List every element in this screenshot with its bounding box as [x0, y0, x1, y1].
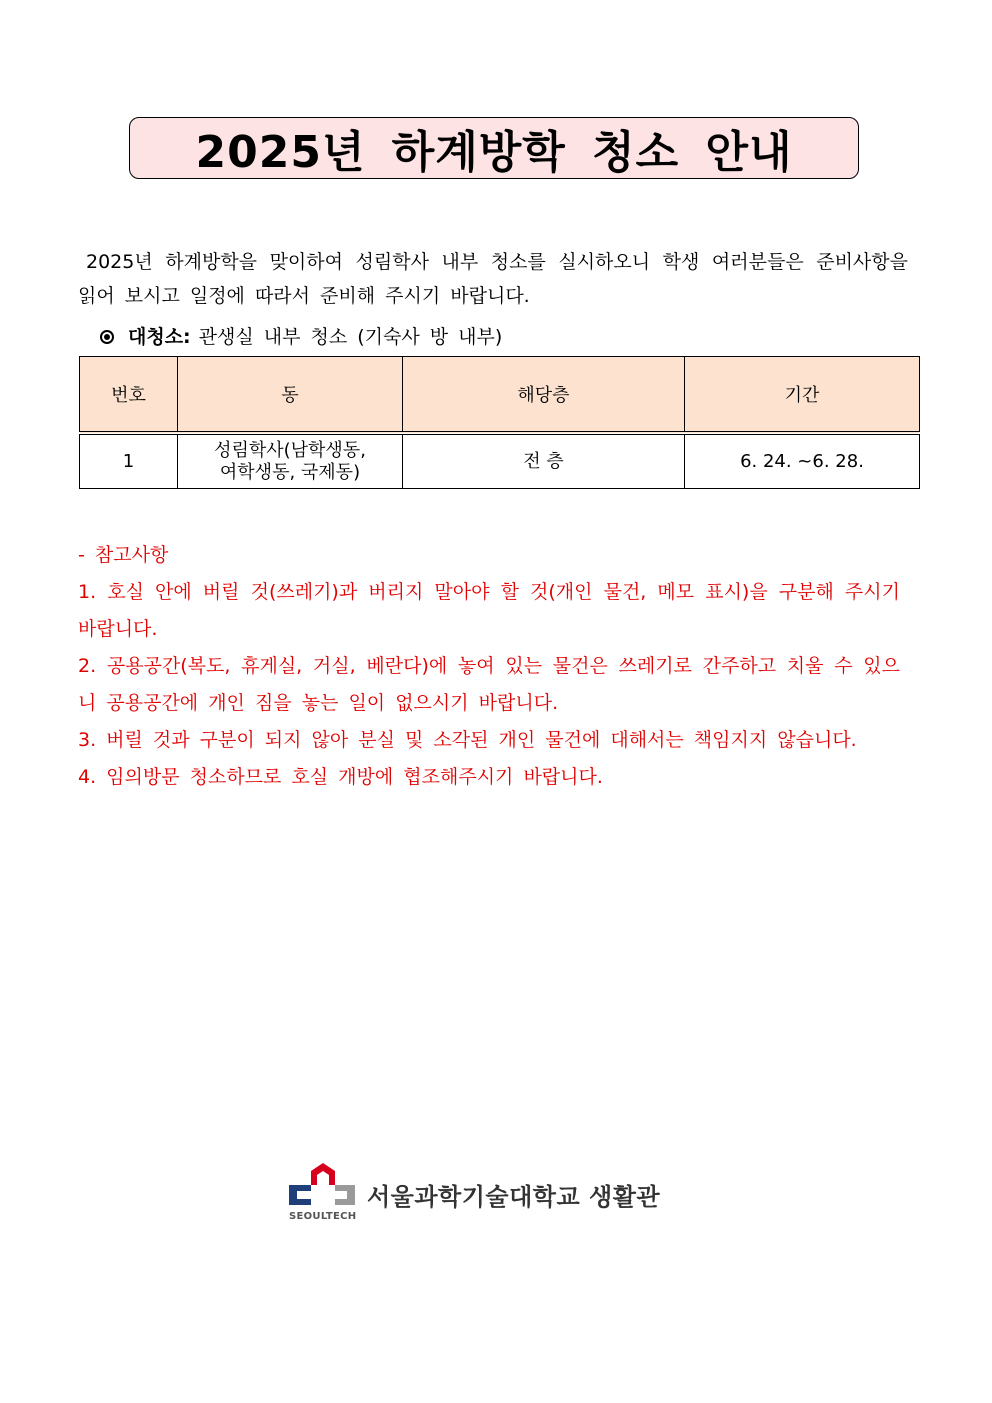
note-item-1: 1. 호실 안에 버릴 것(쓰레기)과 버리지 말아야 할 것(개인 물건, 메모 표시)을 구분해 주시기 바랍니다. [78, 581, 900, 640]
header-period: 기간 [685, 357, 920, 434]
footer [289, 1163, 660, 1223]
organization-name: 서울과학기술대학교 생활관 [367, 1183, 661, 1211]
cell-building [178, 433, 403, 489]
cell-no: 1 [80, 433, 178, 489]
section-description: 관생실 내부 청소 (기숙사 방 내부) [198, 326, 503, 348]
seoultech-logo-icon [289, 1163, 357, 1223]
cell-building-line1: 성림학사(남학생동, [214, 439, 366, 461]
table-row [80, 433, 920, 489]
page-title: 2025년 하계방학 청소 안내 [195, 127, 793, 178]
table-header-row [80, 357, 920, 434]
title-banner [129, 117, 859, 179]
section-label: 대청소: [128, 326, 191, 348]
note-item-3: 3. 버릴 것과 구분이 되지 않아 분실 및 소각된 개인 물건에 대해서는 책임지지 않습니다. [78, 729, 857, 751]
header-building: 동 [178, 357, 403, 434]
schedule-table [79, 356, 920, 489]
notes-heading: - 참고사항 [78, 544, 169, 566]
note-item-2: 2. 공용공간(복도, 휴게실, 거실, 베란다)에 놓여 있는 물건은 쓰레기로 간주하고 치울 수 있으니 공용공간에 개인 짐을 놓는 일이 없으시기 바랍니다. [78, 655, 900, 714]
cell-floor: 전 층 [403, 433, 685, 489]
logo-mark-icon [289, 1163, 357, 1211]
cell-period: 6. 24. ~6. 28. [685, 433, 920, 489]
logo-caption: SEOULTECH [289, 1211, 357, 1222]
header-no: 번호 [80, 357, 178, 434]
intro-paragraph: 2025년 하계방학을 맞이하여 성림학사 내부 청소를 실시하오니 학생 여러분들은 준비사항을 읽어 보시고 일정에 따라서 준비해 주시기 바랍니다. [78, 251, 908, 307]
section-heading [100, 323, 502, 351]
radio-bullet-icon [100, 330, 114, 344]
note-item-4: 4. 임의방문 청소하므로 호실 개방에 협조해주시기 바랍니다. [78, 766, 603, 788]
header-floor: 해당층 [403, 357, 685, 434]
cell-building-line2: 여학생동, 국제동) [219, 461, 361, 483]
notes-section [78, 537, 900, 796]
